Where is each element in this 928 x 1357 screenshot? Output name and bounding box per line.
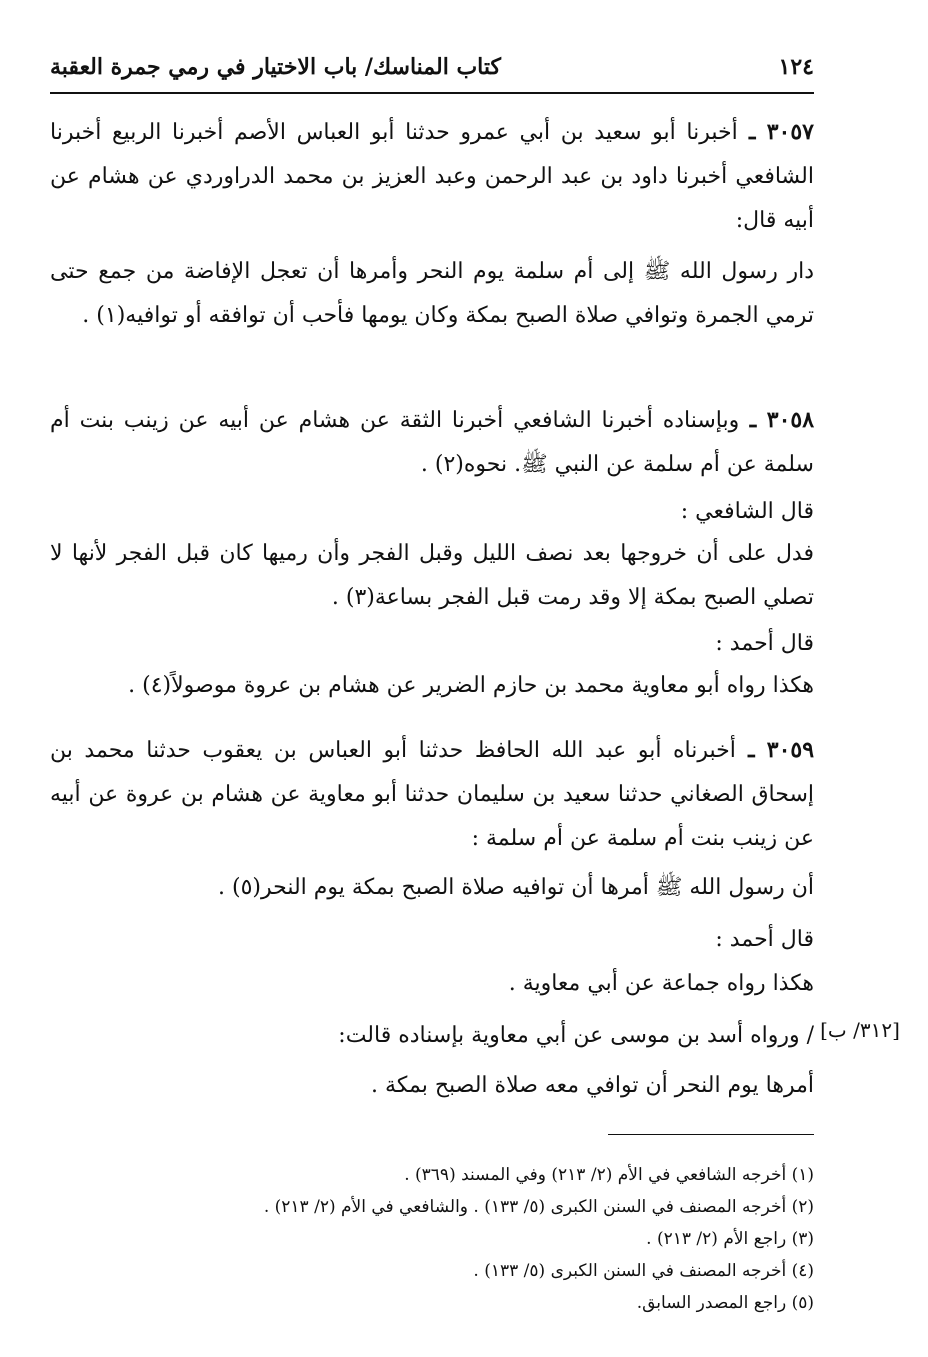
matn-text: أن رسول الله ﷺ أمرها أن توافيه صلاة الصبح بمكة يوم النحر(٥) .: [218, 875, 814, 900]
speaker-label: [50, 918, 814, 962]
page-number: ١٢٤: [778, 54, 814, 80]
commentary-text: هكذا رواه أبو معاوية محمد بن حازم الضرير عن هشام بن عروة موصولاً(٤) .: [128, 673, 814, 698]
speaker-label-text: قال أحمد :: [715, 631, 814, 656]
speaker-label-text: قال أحمد :: [715, 927, 814, 952]
commentary-paragraph: [50, 1014, 814, 1058]
hadith-number: ٣٠٥٨ ـ: [739, 407, 815, 433]
footnote: (٥) راجع المصدر السابق.: [636, 1293, 814, 1313]
footnote: (١) أخرجه الشافعي في الأم (٢/ ٢١٣) وفي المسند (٣٦٩) .: [404, 1165, 814, 1185]
page-header: [50, 42, 814, 92]
hadith-number: ٣٠٥٧ ـ: [737, 119, 814, 145]
hadith-text: أخبرنا أبو سعيد بن أبي عمرو حدثنا أبو العباس الأصم أخبرنا الربيع أخبرنا الشافعي أخبرنا داود بن عبد الرحمن وعبد العزيز بن محمد الدراوردي عن هشام عن أبيه قال:: [50, 120, 814, 233]
commentary-paragraph: [50, 532, 814, 620]
commentary-text: / ورواه أسد بن موسى عن أبي معاوية بإسناده قالت:: [338, 1023, 814, 1048]
hadith-text: أخبرناه أبو عبد الله الحافظ حدثنا أبو العباس بن يعقوب حدثنا محمد بن إسحاق الصغاني حدثنا سعيد بن سليمان حدثنا أبو معاوية عن هشام بن عروة عن أبيه عن زينب بنت أم سلمة عن أم سلمة :: [50, 738, 814, 851]
footnote-divider: [608, 1134, 814, 1135]
hadith-3058: [50, 398, 814, 487]
manuscript-folio-marker: [٣١٢/ ب]: [820, 1018, 900, 1042]
commentary-text: فدل على أن خروجها بعد نصف الليل وقبل الفجر وأن رميها كان قبل الفجر لأنها لا تصلي الصبح بمكة إلا وقد رمت قبل الفجر بساعة(٣) .: [50, 541, 814, 610]
commentary-text: أمرها يوم النحر أن توافي معه صلاة الصبح بمكة .: [371, 1073, 814, 1098]
hadith-matn: [50, 866, 814, 910]
hadith-number: ٣٠٥٩ ـ: [735, 737, 815, 763]
commentary-text: هكذا رواه جماعة عن أبي معاوية .: [508, 971, 814, 996]
matn-text: دار رسول الله ﷺ إلى أم سلمة يوم النحر وأمرها أن تعجل الإفاضة من جمع حتى ترمي الجمرة وتوافي صلاة الصبح بمكة وكان يومها فأحب أن توافقه أو توافيه(١) .: [50, 259, 814, 328]
speaker-label: [50, 490, 814, 534]
hadith-text: وبإسناده أخبرنا الشافعي أخبرنا الثقة عن هشام عن أبيه عن زينب بنت أم سلمة عن أم سلمة عن النبي ﷺ. نحوه(٢) .: [50, 408, 814, 477]
hadith-matn: [50, 250, 814, 338]
commentary-paragraph: [50, 664, 814, 708]
commentary-paragraph: [50, 962, 814, 1006]
header-divider: [50, 92, 814, 94]
speaker-label: [50, 622, 814, 666]
footnote: (٢) أخرجه المصنف في السنن الكبرى (٥/ ١٣٣) . والشافعي في الأم (٢/ ٢١٣) .: [263, 1197, 814, 1217]
running-title: كتاب المناسك/ باب الاختيار في رمي جمرة العقبة: [50, 54, 501, 80]
commentary-paragraph: [50, 1064, 814, 1108]
hadith-3059: [50, 728, 814, 861]
hadith-3057: [50, 110, 814, 243]
footnote: (٤) أخرجه المصنف في السنن الكبرى (٥/ ١٣٣) .: [473, 1261, 814, 1281]
footnote: (٣) راجع الأم (٢/ ٢١٣) .: [646, 1229, 814, 1249]
speaker-label-text: قال الشافعي :: [680, 499, 814, 524]
